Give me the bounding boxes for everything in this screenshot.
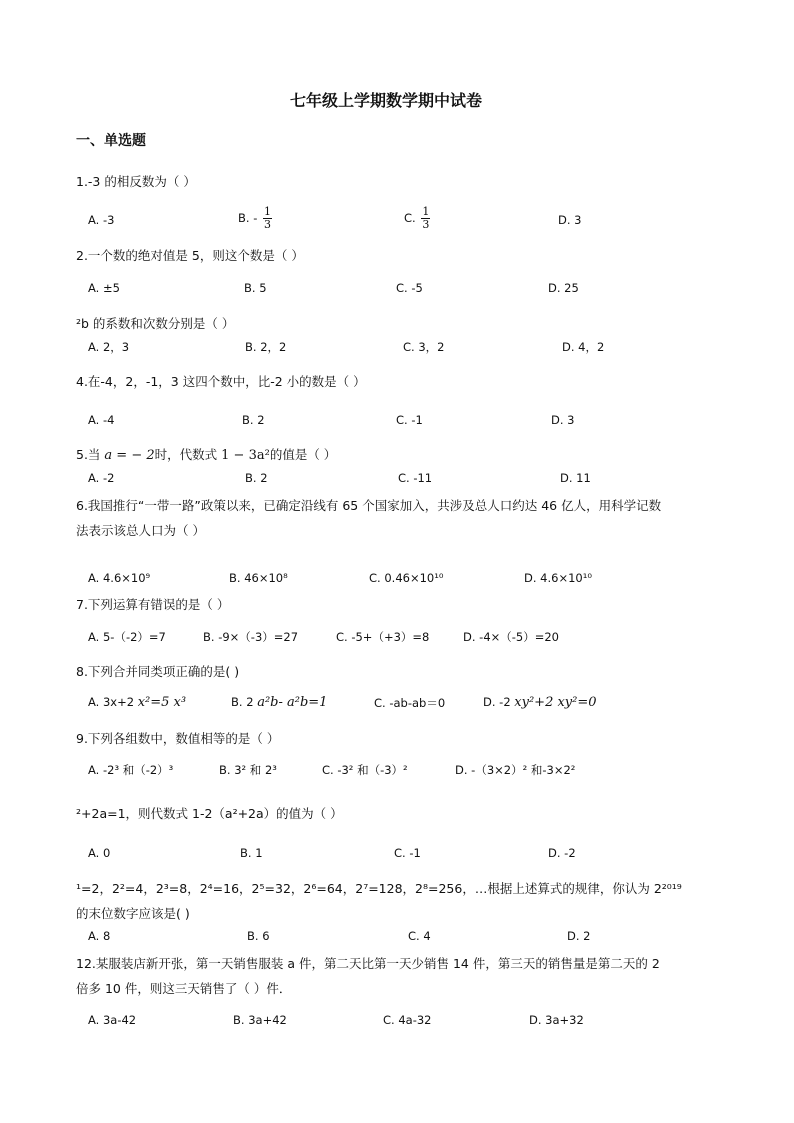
- q1-option-d: D. 3: [558, 213, 582, 227]
- q4-option-a: A. -4: [88, 413, 115, 427]
- q6-option-a: A. 4.6×10⁹: [88, 571, 151, 585]
- q1-option-b-prefix: B. -: [238, 211, 258, 225]
- q9-option-c: C. -3² 和（-3）²: [322, 763, 408, 777]
- q8-a-prefix: A. 3x+2: [88, 695, 135, 709]
- q3-option-c: C. 3，2: [403, 340, 445, 354]
- q1-option-c-prefix: C.: [404, 211, 416, 225]
- question-7-stem: 7.下列运算有错误的是（ ）: [76, 597, 230, 612]
- question-12-stem-line2: 倍多 10 件，则这三天销售了（ ）件．: [76, 981, 292, 996]
- q9-option-d: D. -（3×2）² 和-3×2²: [455, 763, 576, 777]
- q1-c-denominator: 3: [422, 218, 430, 231]
- q3-option-a: A. 2，3: [88, 340, 130, 354]
- q5-stem-prefix: 5.当: [76, 447, 101, 462]
- q8-option-a: [88, 695, 186, 710]
- q10-option-b: B. 1: [240, 846, 263, 860]
- q5-option-d: D. 11: [560, 471, 591, 485]
- question-8-stem: 8.下列合并同类项正确的是( ): [76, 664, 240, 679]
- q11-option-b: B. 6: [247, 929, 270, 943]
- q7-option-c: C. -5+（+3）=8: [336, 630, 430, 644]
- q2-option-a: A. ±5: [88, 281, 120, 295]
- question-1-stem: 1.-3 的相反数为（ ）: [76, 174, 196, 189]
- q5-stem-suffix: 的值是（ ）: [269, 447, 337, 462]
- q5-option-b: B. 2: [245, 471, 268, 485]
- q10-option-c: C. -1: [394, 846, 421, 860]
- q1-option-c-fraction: [421, 206, 430, 231]
- q10-option-d: D. -2: [548, 846, 576, 860]
- q8-option-b: [231, 695, 327, 710]
- question-11-stem-line1: ¹=2，2²=4，2³=8，2⁴=16，2⁵=32，2⁶=64，2⁷=128，2⁸=256，…根据上述算式的规律，你认为 2²⁰¹⁹: [76, 881, 682, 896]
- q12-option-c: C. 4a-32: [383, 1013, 432, 1027]
- q4-option-c: C. -1: [396, 413, 423, 427]
- q9-option-a: A. -2³ 和（-2）³: [88, 763, 174, 777]
- q3-option-d: D. 4，2: [562, 340, 605, 354]
- q2-option-d: D. 25: [548, 281, 579, 295]
- q1-option-b: [238, 206, 274, 231]
- q11-option-d: D. 2: [567, 929, 591, 943]
- q8-option-d: [483, 695, 597, 710]
- question-5-stem: [76, 445, 336, 463]
- q7-option-d: D. -4×（-5）=20: [463, 630, 560, 644]
- q1-option-a: A. -3: [88, 213, 115, 227]
- q8-d-prefix: D. -2: [483, 695, 511, 709]
- q6-option-d: D. 4.6×10¹⁰: [524, 571, 592, 585]
- q7-option-a: A. 5-（-2）=7: [88, 630, 166, 644]
- q4-option-d: D. 3: [551, 413, 575, 427]
- q11-option-a: A. 8: [88, 929, 111, 943]
- q1-b-denominator: 3: [264, 218, 272, 231]
- q9-option-b: B. 3² 和 2³: [219, 763, 277, 777]
- q5-math-a-equals: a = − 2: [104, 448, 155, 463]
- q5-math-expression: 1 − 3a²: [221, 448, 270, 463]
- question-3-stem: ²b 的系数和次数分别是（ ）: [76, 316, 235, 331]
- q2-option-b: B. 5: [244, 281, 267, 295]
- q8-b-math: a²b- a²b=1: [257, 695, 328, 710]
- question-12-stem-line1: 12.某服装店新开张，第一天销售服装 a 件，第二天比第一天少销售 14 件，第三天的销售量是第二天的 2: [76, 956, 660, 971]
- q8-d-math: xy²+2 xy²=0: [514, 695, 597, 710]
- question-9-stem: 9.下列各组数中，数值相等的是（ ）: [76, 731, 280, 746]
- q8-b-prefix: B. 2: [231, 695, 254, 709]
- q4-option-b: B. 2: [242, 413, 265, 427]
- question-6-stem-line2: 法表示该总人口为（ ）: [76, 523, 205, 538]
- q1-option-b-fraction: [263, 206, 272, 231]
- question-6-stem-line1: 6.我国推行“一带一路”政策以来，已确定沿线有 65 个国家加入，共涉及总人口约达 46 亿人，用科学记数: [76, 498, 662, 513]
- q5-option-c: C. -11: [398, 471, 433, 485]
- q1-option-c: [404, 206, 432, 231]
- question-4-stem: 4.在-4，2，-1，3 这四个数中，比-2 小的数是（ ）: [76, 374, 366, 389]
- q12-option-b: B. 3a+42: [233, 1013, 287, 1027]
- q2-option-c: C. -5: [396, 281, 423, 295]
- q11-option-c: C. 4: [408, 929, 431, 943]
- q5-stem-mid: 时，代数式: [154, 447, 218, 462]
- question-10-stem: ²+2a=1，则代数式 1-2（a²+2a）的值为（ ）: [76, 806, 343, 821]
- q12-option-d: D. 3a+32: [529, 1013, 584, 1027]
- question-2-stem: 2.一个数的绝对值是 5，则这个数是（ ）: [76, 248, 304, 263]
- q5-option-a: A. -2: [88, 471, 115, 485]
- question-11-stem-line2: 的末位数字应该是( ): [76, 906, 190, 921]
- q10-option-a: A. 0: [88, 846, 111, 860]
- q1-c-numerator: 1: [422, 205, 430, 218]
- q12-option-a: A. 3a-42: [88, 1013, 137, 1027]
- q1-b-numerator: 1: [264, 205, 272, 218]
- q8-option-c: C. -ab-ab＝0: [374, 696, 446, 710]
- q3-option-b: B. 2，2: [245, 340, 287, 354]
- q8-a-math: x²=5 x³: [137, 695, 187, 710]
- page-title: 七年级上学期数学期中试卷: [290, 91, 483, 110]
- q6-option-b: B. 46×10⁸: [229, 571, 288, 585]
- section-heading: 一、单选题: [76, 133, 146, 149]
- q7-option-b: B. -9×（-3）=27: [203, 630, 299, 644]
- q6-option-c: C. 0.46×10¹⁰: [369, 571, 444, 585]
